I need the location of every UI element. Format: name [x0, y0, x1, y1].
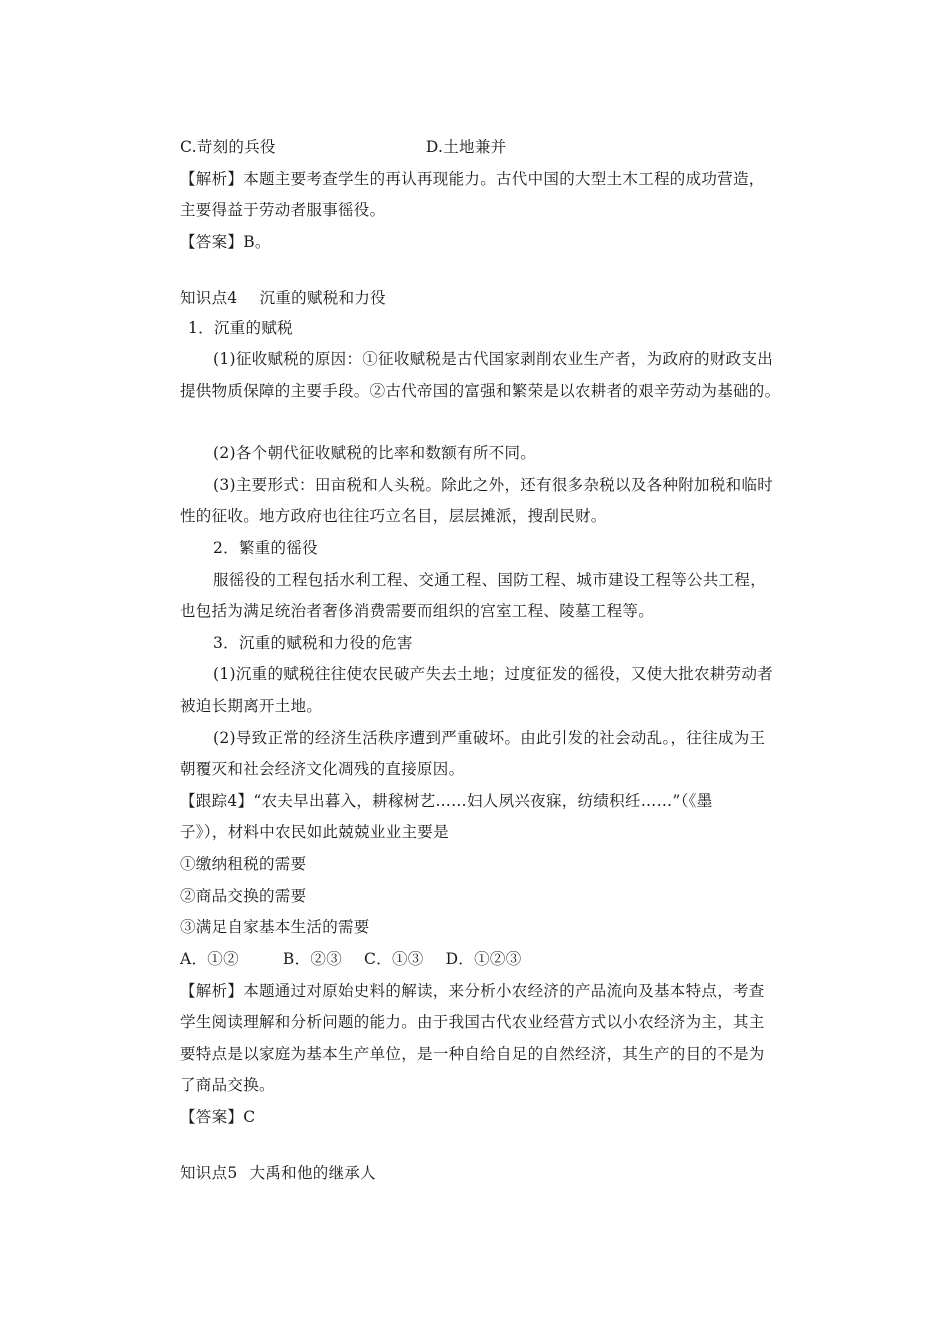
choice-options-row [180, 949, 522, 969]
statement-item: ③满足自家基本生活的需要 [180, 918, 370, 936]
followup-question-line: 【跟踪4】“农夫早出暮入，耕稼树艺……妇人夙兴夜寐，纺绩积纴……”（《墨 [180, 792, 713, 810]
paragraph-line: (1)征收赋税的原因：①征收赋税是古代国家剥削农业生产者，为政府的财政支出 [213, 350, 774, 368]
option-d: D．①②③ [445, 950, 522, 968]
analysis-line: 【解析】本题通过对原始史料的解读，来分析小农经济的产品流向及基本特点，考查 [180, 982, 765, 1000]
heading-number: 知识点4 [180, 289, 238, 307]
paragraph-line: 被迫长期离开土地。 [180, 697, 323, 715]
paragraph-line: 朝覆灭和社会经济文化凋残的直接原因。 [180, 760, 465, 778]
analysis-line: 学生阅读理解和分析问题的能力。由于我国古代农业经营方式以小农经济为主，其主 [180, 1013, 765, 1031]
analysis-line: 要特点是以家庭为基本生产单位，是一种自给自足的自然经济，其生产的目的不是为 [180, 1045, 765, 1063]
subsection-title: 3．沉重的赋税和力役的危害 [213, 634, 413, 652]
statement-item: ②商品交换的需要 [180, 887, 307, 905]
option-c: C.苛刻的兵役 [180, 138, 276, 156]
subsection-title: 1．沉重的赋税 [188, 319, 293, 337]
section-heading-kp4 [180, 288, 386, 308]
followup-question-line: 子》），材料中农民如此兢兢业业主要是 [180, 823, 449, 841]
paragraph-line: 性的征收。地方政府也往往巧立名目，层层摊派，搜刮民财。 [180, 507, 607, 525]
answer-line: 【答案】B。 [180, 233, 271, 251]
answer-line: 【答案】C [180, 1108, 256, 1126]
subsection-title: 2．繁重的徭役 [213, 539, 318, 557]
section-heading-kp5 [180, 1163, 376, 1183]
paragraph-line: 也包括为满足统治者奢侈消费需要而组织的宫室工程、陵墓工程等。 [180, 602, 655, 620]
paragraph-line: (1)沉重的赋税往往使农民破产失去土地；过度征发的徭役，又使大批农耕劳动者 [213, 665, 774, 683]
heading-title: 沉重的赋税和力役 [259, 289, 386, 307]
analysis-line: 主要得益于劳动者服事徭役。 [180, 201, 386, 219]
option-a: A．①② [180, 950, 239, 968]
option-b: B．②③ [282, 950, 342, 968]
option-c: C．①③ [364, 950, 424, 968]
paragraph-line: (2)各个朝代征收赋税的比率和数额有所不同。 [213, 444, 537, 462]
paragraph-line: (3)主要形式：田亩税和人头税。除此之外，还有很多杂税以及各种附加税和临时 [213, 476, 774, 494]
paragraph-line: (2)导致正常的经济生活秩序遭到严重破坏。由此引发的社会动乱。，往往成为王 [213, 729, 766, 747]
analysis-line: 【解析】本题主要考查学生的再认再现能力。古代中国的大型土木工程的成功营造， [180, 170, 765, 188]
heading-title: 大禹和他的继承人 [249, 1164, 376, 1182]
paragraph-line: 提供物质保障的主要手段。②古代帝国的富强和繁荣是以农耕者的艰辛劳动为基础的。 [180, 382, 781, 400]
option-d: D.土地兼并 [425, 138, 507, 156]
paragraph-line: 服徭役的工程包括水利工程、交通工程、国防工程、城市建设工程等公共工程， [213, 571, 767, 589]
answer-options-row [180, 137, 506, 157]
heading-number: 知识点5 [180, 1164, 238, 1182]
analysis-line: 了商品交换。 [180, 1076, 275, 1094]
statement-item: ①缴纳租税的需要 [180, 855, 307, 873]
